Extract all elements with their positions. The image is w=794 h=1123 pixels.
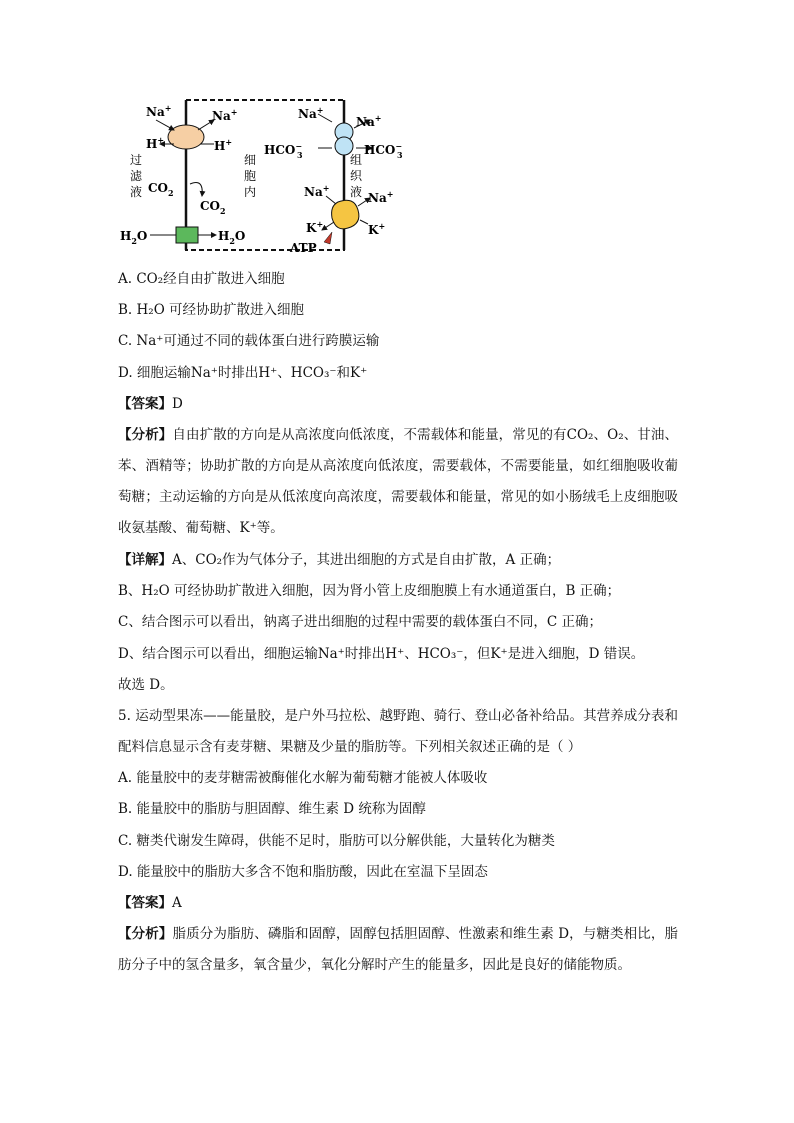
label-h2o-out: $H_2O$	[120, 229, 148, 246]
q4-option-b: B. H₂O 可经协助扩散进入细胞	[118, 302, 305, 318]
membrane-transport-diagram	[118, 92, 418, 260]
q4-detail-a	[118, 551, 560, 569]
q4-detail-c: C、结合图示可以看出，钠离子进出细胞的过程中需要的载体蛋白不同，C 正确；	[118, 614, 602, 630]
q5-answer	[118, 894, 182, 912]
label-na-in-pump: Na+	[304, 183, 330, 199]
label-atp: ATP	[290, 241, 317, 255]
label-hco3-out: HCO− 3	[364, 141, 403, 160]
na-k-pump	[332, 200, 359, 229]
analysis-tag: 【分析】	[118, 926, 173, 942]
label-na-in-left: Na+	[212, 107, 238, 123]
analysis-tag: 【分析】	[118, 427, 173, 443]
detail-a-text: A、CO₂作为气体分子，其进出细胞的方式是自由扩散，A 正确；	[172, 552, 561, 568]
q4-answer	[118, 395, 183, 413]
q5-option-c: C. 糖类代谢发生障碍，供能不足时，脂肪可以分解供能，大量转化为糖类	[118, 833, 555, 849]
label-na-out-pump: Na+	[368, 189, 394, 205]
q5-analysis	[118, 919, 678, 981]
q4-detail-b: B、H₂O 可经协助扩散进入细胞，因为肾小管上皮细胞膜上有水通道蛋白，B 正确；	[118, 583, 621, 599]
label-co2-out: $CO_2$	[148, 181, 174, 198]
answer-value: D	[172, 396, 183, 412]
label-co2-in: $CO_2$	[200, 199, 226, 216]
answer-tag: 【答案】	[118, 396, 172, 412]
q4-conclusion: 故选 D。	[118, 677, 174, 693]
label-k-out: K+	[368, 221, 386, 237]
label-na-out-right: Na+	[356, 113, 382, 129]
answer-value: A	[172, 895, 182, 911]
q5-option-a: A. 能量胶中的麦芽糖需被酶催化水解为葡萄糖才能被人体吸收	[118, 770, 488, 786]
q4-analysis	[118, 420, 678, 544]
label-h-out: H+	[146, 135, 165, 151]
label-hco3-in: HCO− 3	[264, 141, 303, 160]
label-tissue-fluid: 组 织 液	[350, 153, 363, 199]
q5-option-d: D. 能量胶中的脂肪大多含不饱和脂肪酸，因此在室温下呈固态	[118, 864, 488, 880]
water-channel	[176, 227, 198, 243]
label-h-in: H+	[214, 137, 233, 153]
q5-stem: 5. 运动型果冻——能量胶，是户外马拉松、越野跑、骑行、登山必备补给品。其营养成分表和配料信息显示含有麦芽糖、果糖及少量的脂肪等。下列相关叙述正确的是（ ）	[118, 708, 678, 755]
q4-detail-d: D、结合图示可以看出，细胞运输Na⁺时排出H⁺、HCO₃⁻，但K⁺是进入细胞，D 错误。	[118, 646, 645, 662]
label-na-out-left: Na+	[146, 103, 172, 119]
q5-option-b: B. 能量胶中的脂肪与胆固醇、维生素 D 统称为固醇	[118, 801, 426, 817]
q4-option-c: C. Na⁺可通过不同的载体蛋白进行跨膜运输	[118, 333, 380, 349]
analysis-text: 自由扩散的方向是从高浓度向低浓度，不需载体和能量，常见的有CO₂、O₂、甘油、苯、酒精等；协助扩散的方向是从高浓度向低浓度，需要载体，不需要能量，如红细胞吸收葡萄糖；主动运输的方向是从低浓度向高浓度，需要载体和能量，常见的如小肠绒毛上皮细胞吸收氨基酸、葡萄糖、K⁺等。	[118, 427, 679, 536]
label-h2o-in: $H_2O$	[218, 229, 246, 246]
q4-option-a: A. CO₂经自由扩散进入细胞	[118, 271, 285, 287]
na-h-exchanger	[168, 125, 204, 149]
label-k-in: K+	[306, 219, 324, 235]
label-na-in-right: Na+	[298, 105, 324, 121]
label-filtrate: 过 滤 液	[130, 153, 143, 199]
analysis-text: 脂质分为脂肪、磷脂和固醇，固醇包括胆固醇、性激素和维生素 D，与糖类相比，脂肪分子中的氢含量多，氧含量少，氧化分解时产生的能量多，因此是良好的储能物质。	[118, 926, 678, 973]
detail-tag: 【详解】	[118, 552, 172, 568]
label-intracellular: 细 胞 内	[244, 153, 257, 199]
answer-tag: 【答案】	[118, 895, 172, 911]
q4-option-d: D. 细胞运输Na⁺时排出H⁺、HCO₃⁻和K⁺	[118, 365, 368, 381]
